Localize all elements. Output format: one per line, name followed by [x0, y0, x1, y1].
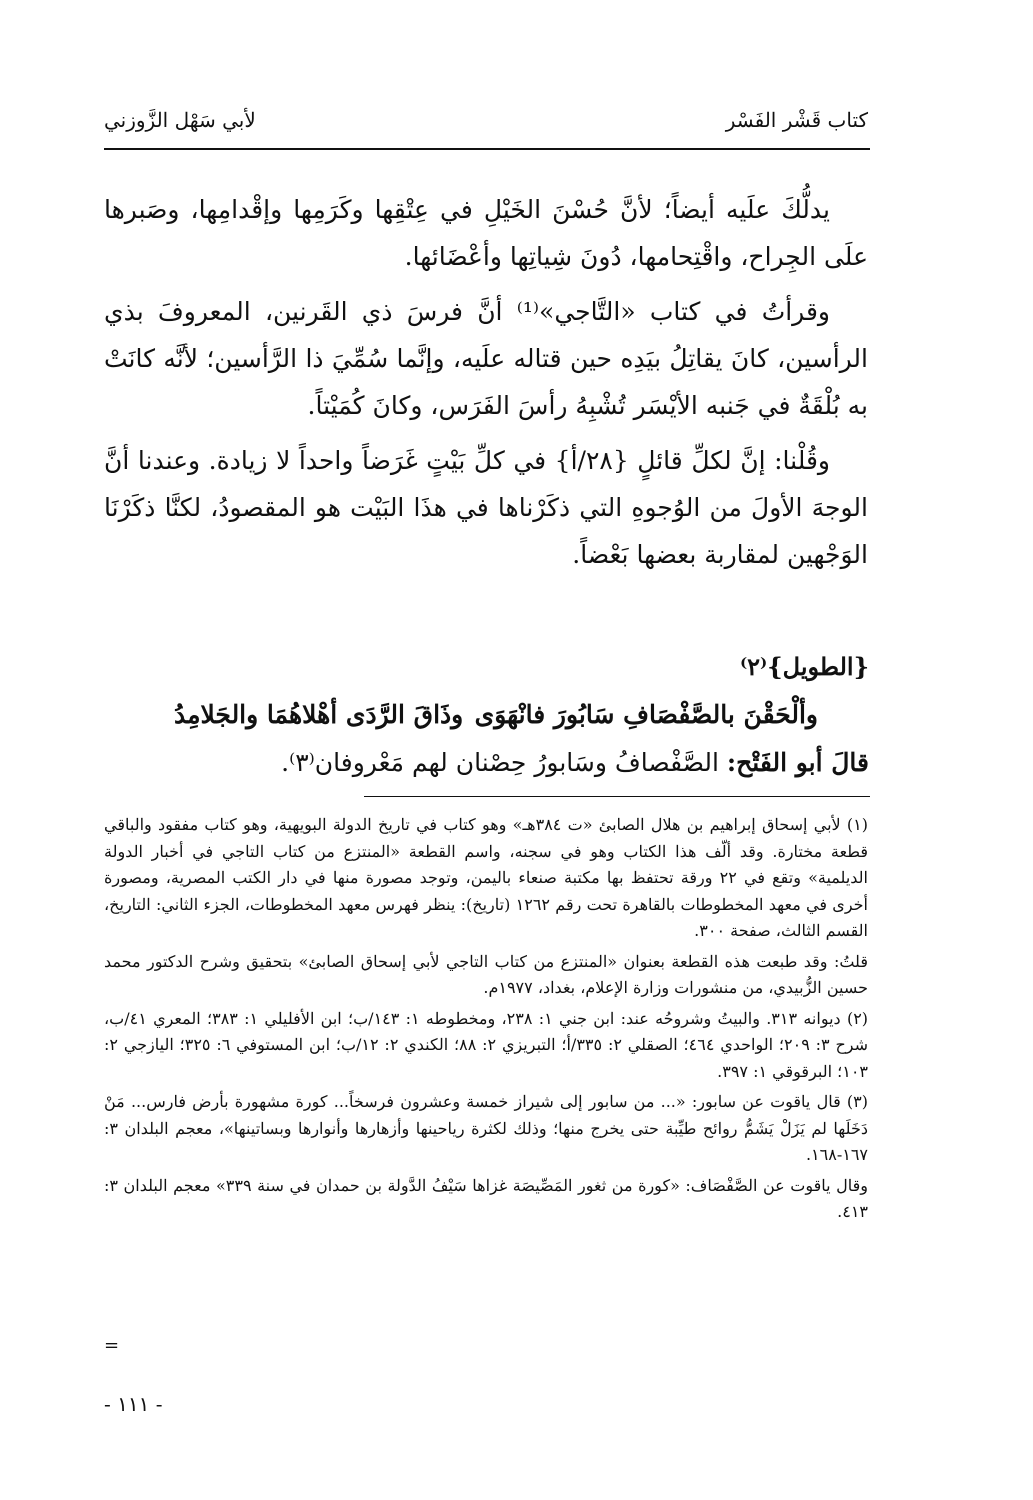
commentary-line: [281, 748, 869, 777]
poetic-meter-label: {الطويل}⁽٢⁾: [740, 652, 869, 681]
header-divider: [104, 148, 870, 150]
poem-verse: [104, 700, 868, 740]
commentary-lead: قالَ أبو الفَتْح:: [726, 748, 869, 777]
running-header: [104, 108, 868, 146]
footnote-1: (١) لأبي إسحاق إبراهيم بن هلال الصابئ «ت ٣٨٤هـ» وهو كتاب في تاريخ الدولة البويهية، وهو كتاب مفقود والباقي قطعة مختارة. وقد ألّف هذا الكتاب وهو في سجنه، واسم القطعة «المنتزع من كتاب التاجي في أخبار الدولة الديلمية» وتقع في ٢٢ ورقة تحتفظ بها مكتبة صنعاء باليمن، وتوجد مصورة منها في دار الكتب المصرية، ومصورة أخرى في معهد المخطوطات بالقاهرة تحت رقم ١٢٦٢ (تاريخ): ينظر فهرس معهد المخطوطات، الجزء الثاني: التاريخ، القسم الثالث، صفحة ٣٠٠.: [104, 815, 869, 940]
paragraph-2: وقرأتُ في كتاب «التَّاجي»⁽¹⁾ أنَّ فرسَ ذي القَرنين، المعروفَ بذي الرأسين، كانَ يقاتِلُ بيَدِه حين قتاله علَيه، وإنَّما سُمِّيَ ذا الرَّأسين؛ لأنَّه كانَتْ به بُلْقَةٌ في جَنبه الأيْسَر تُشْبِهُ رأسَ الفَرَس، وكانَ كُمَيْتاً.: [104, 297, 868, 420]
continuation-mark: =: [104, 1335, 120, 1356]
verse-second-hemistich: وذَاقَ الرَّدَى أهْلاهُمَا والجَلامِدُ: [174, 700, 464, 729]
paragraph-3: وقُلْنا: إنَّ لكلِّ قائلٍ {٢٨/أ} في كلِّ بَيْتٍ غَرَضاً واحداً لا زيادة. وعندنا أنَّ الوجهَ الأولَ من الوُجوهِ التي ذكَرْناها في هذَا البَيْت هو المقصودُ، لكنَّا ذكَرْنَا الوَجْهين لمقاربة بعضها بَعْضاً.: [104, 446, 868, 569]
header-book-title: كتاب قَشْر الفَسْر: [725, 108, 868, 132]
page-number: - ١١١ -: [104, 1392, 163, 1416]
footnote-3-continued: وقال ياقوت عن الصَّفْصَاف: «كورة من ثغور المَصِّيصَة غزاها سَيْفُ الدَّولة بن حمدان في سنة ٣٣٩» معجم البلدان ٣: ٤١٣.: [104, 1175, 868, 1221]
commentary-text: الصَّفْصافُ وسَابورُ حِصْنان لهم مَعْروفان⁽٣⁾.: [281, 748, 719, 777]
header-author: لأبي سَهْل الزَّوزني: [104, 108, 256, 132]
footnote-2: (٢) ديوانه ٣١٣. والبيتُ وشروحُه عند: ابن جني ١: ٢٣٨، ومخطوطه ١: ١٤٣/ب؛ ابن الأفليلي ١: ٣٨٣؛ المعري ٤١/ب، شرح ٣: ٢٠٩؛ الواحدي ٤٦٤؛ الصقلي ٢: ٣٣٥/أ؛ التبريزي ٢: ٨٨؛ الكندي ٢: ١٢/ب؛ ابن المستوفي ٦: ٣٢٥؛ اليازجي ٢: ١٠٣؛ البرقوقي ١: ٣٩٧.: [104, 1008, 869, 1081]
footnote-divider: [364, 796, 870, 797]
footnote-3: (٣) قال ياقوت عن سابور: «... من سابور إلى شيراز خمسة وعشرون فرسخاً... كورة مشهورة بأرض فارس... مَنْ دَخَلَها لم يَزَلْ يَشَمُّ روائح طيِّبة حتى يخرج منها؛ وذلك لكثرة رياحينها وأزهارها وأنوارها وبساتينها»، معجم البلدان ٣: ١٦٧-١٦٨.: [104, 1092, 868, 1164]
paragraph-1: يدلُّكَ علَيه أيضاً؛ لأنَّ حُسْنَ الخَيْلِ في عِتْقِها وكَرَمِها وإقْدامِها، وصَبرها علَى الجِراح، واقْتِحامها، دُونَ شِياتِها وأعْضَائها.: [104, 195, 868, 271]
verse-first-hemistich: وألْحَقْنَ بالصَّفْصَافِ سَابُورَ فانْهَوَى: [474, 700, 818, 729]
footnotes: [104, 812, 868, 1230]
main-text: [104, 186, 868, 586]
footnote-1-continued: قلتُ: وقد طبعت هذه القطعة بعنوان «المنتزع من كتاب التاجي لأبي إسحاق الصابئ» بتحقيق وشرح الدكتور محمد حسين الزُّبيدي، من منشورات وزارة الإعلام، بغداد، ١٩٧٧م.: [104, 951, 868, 997]
